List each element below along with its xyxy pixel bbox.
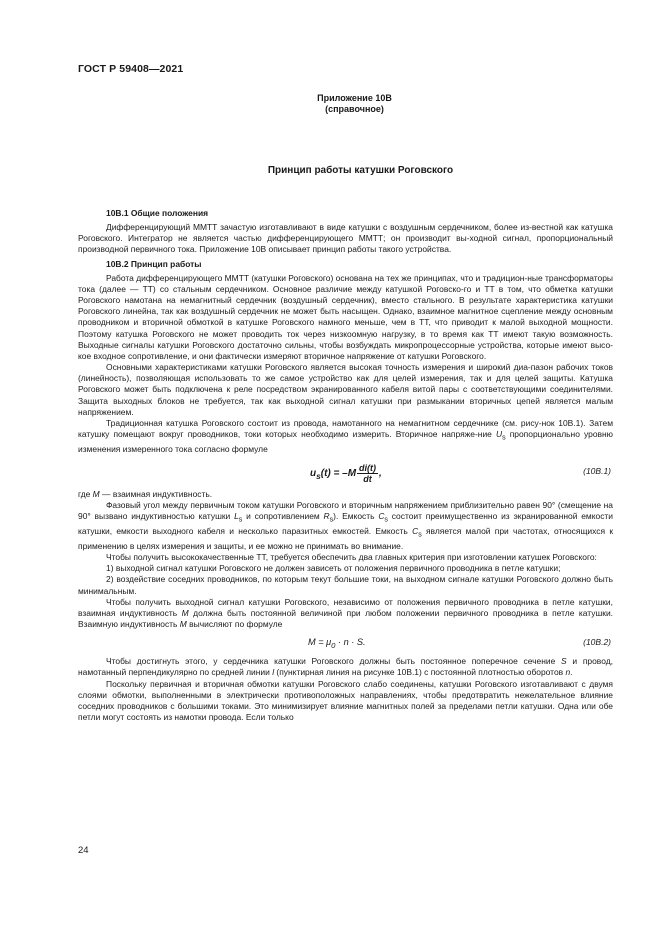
page-title: Принцип работы катушки Роговского [267,165,454,176]
body-text [78,208,613,723]
appendix-note: (справочное) [325,104,384,114]
paragraph: Работа дифференцирующего ММТТ (катушки Роговского) основана на тех же принципах, что и традицион-ные трансформаторы тока (далее — ТТ) со стальным сердечником. Основное различие между катушкой Роговско-го и ТТ в том, что обметка катушки Роговского намотана на немагнитный сердечник (воздушный сердечник), вместо стального. В результате характеристика катушки Роговского линейна, так как воздушный сердечник не может быть насыщен. Однако, взаимное магнитное сцепление между основным проводником и вторичной обмоткой в катушке Роговского намного меньше, чем в ТТ, что приводит к малой выходной мощности. Поэтому катушка Роговского не может проводить ток через низкоомную нагрузку, в то время как ТТ имеют такую возможность. Выходные сигналы катушки Роговского достаточно сильны, чтобы возбуждать микропроцессорные устройства, которые имеют высо-кое входное сопротивление, и они фактически измеряют вторичное напряжение от катушки Роговского. [78,272,613,361]
paragraph: где M — взаимная индуктивность. [78,488,213,499]
formula-10b2 [78,632,613,654]
paragraph: Фазовый угол между первичным током катушки Роговского и вторичным напряжением приблизительно равен 90° (смещение на 90° вызвано индуктивностью катушки $L_s$ и сопротивлением $R_s$). Емкость $C_s$ состоит преимущественно из экранированной емкости катушки, емкости выходного кабеля и несколько паразитных емкостей. Емкость $C_s$ является малой при частотах, относящихся к применению в целях измерения и защиты, и ее можно не принимать во внимание. [78,500,614,551]
document-id: ГОСТ Р 59408—2021 [78,63,184,75]
page-number: 24 [78,845,89,856]
formula-expression: $M = \mu_0 \cdot n \cdot S$. [308,637,366,651]
section-heading-principle: 10В.2 Принцип работы [106,258,202,269]
paragraph: Основными характеристиками катушки Роговского является высокая точность измерения и широкий диа-пазон рабочих токов (линейность), позволяющая использовать то же самое устройство как для целей измерения, так и для целей защиты. Катушка Роговского может быть подключена к реле посредством экранированного кабеля витой пары с соответствующими соединителями. Защита выходных блоков не требуется, так как выходной сигнал катушки при размыкании вторичных цепей является малым напряжением. [78,362,613,417]
paragraph: Традиционная катушка Роговского состоит из провода, намотанного на немагнитном сердечнике (см. рису-нок 10В.1). Затем катушку помещают вокруг проводников, токи которых необходимо измерить. Вторичное напряже-ние $U_s$ пропорционально уровню изменения измеренного тока согласно формуле [78,417,613,454]
paragraph: Чтобы достигнуть этого, у сердечника катушки Роговского должны быть постоянное поперечное сечение S и провод, намотанный перпендикулярно по средней линии l (пунктирная линия на рисунке 10В.1) с постоянной плотностью оборотов n. [78,656,613,678]
formula-number: (10В.2) [583,637,611,648]
formula-expression: $u_s(t) = -M$ $\frac{di(t)}{dt}$ , [310,462,382,484]
appendix-title: Приложение 10В [317,93,392,103]
paragraph: Чтобы получить выходной сигнал катушки Роговского, независимо от положения первичного проводника в петле катушки, взаимная индуктивность M должна быть постоянной величиной при любом положении первичного проводника в петле катушки. Взаимную индуктивность M вычисляют по формуле [78,596,613,630]
formula-fraction: $\frac{di(t)}{dt}$ [359,462,377,484]
paragraph: Чтобы получить высококачественные ТТ, требуется обеспечить два главных критерия при изготовлении катушек Роговского: [106,552,597,563]
formula-number: (10В.1) [583,465,611,476]
formula-10b1 [78,457,613,487]
list-item: 1) выходной сигнал катушки Роговского не должен зависеть от положения первичного проводника в петле катушки; [106,563,561,574]
paragraph: Дифференцирующий ММТТ зачастую изготавливают в виде катушки с воздушным сердечником, более из-вестной как катушка Роговского. Интегратор не является частью дифференцирующего ММТТ; он производит вы-ходной сигнал, пропорциональный производной первичного тока. Приложение 10В описывает принцип работы такого устройства. [78,222,613,255]
section-heading-general: 10В.1 Общие положения [106,208,209,218]
paragraph: Поскольку первичная и вторичная обмотки катушки Роговского слабо соединены, катушки Роговского изготавливают с двумя слоями обмотки, выполненными в электрически противоположных направлениях, чтобы предотвратить нежелательное влияние соседних проводников с большими токами. Это минимизирует влияние магнитных полей за пределами петли катушки. Одна или обе петли могут состоять из намотки провода. Если только [78,678,613,722]
list-item: 2) воздействие соседних проводников, по которым текут большие токи, на выходном сигнале катушки Роговского должно быть минимальным. [78,574,613,596]
